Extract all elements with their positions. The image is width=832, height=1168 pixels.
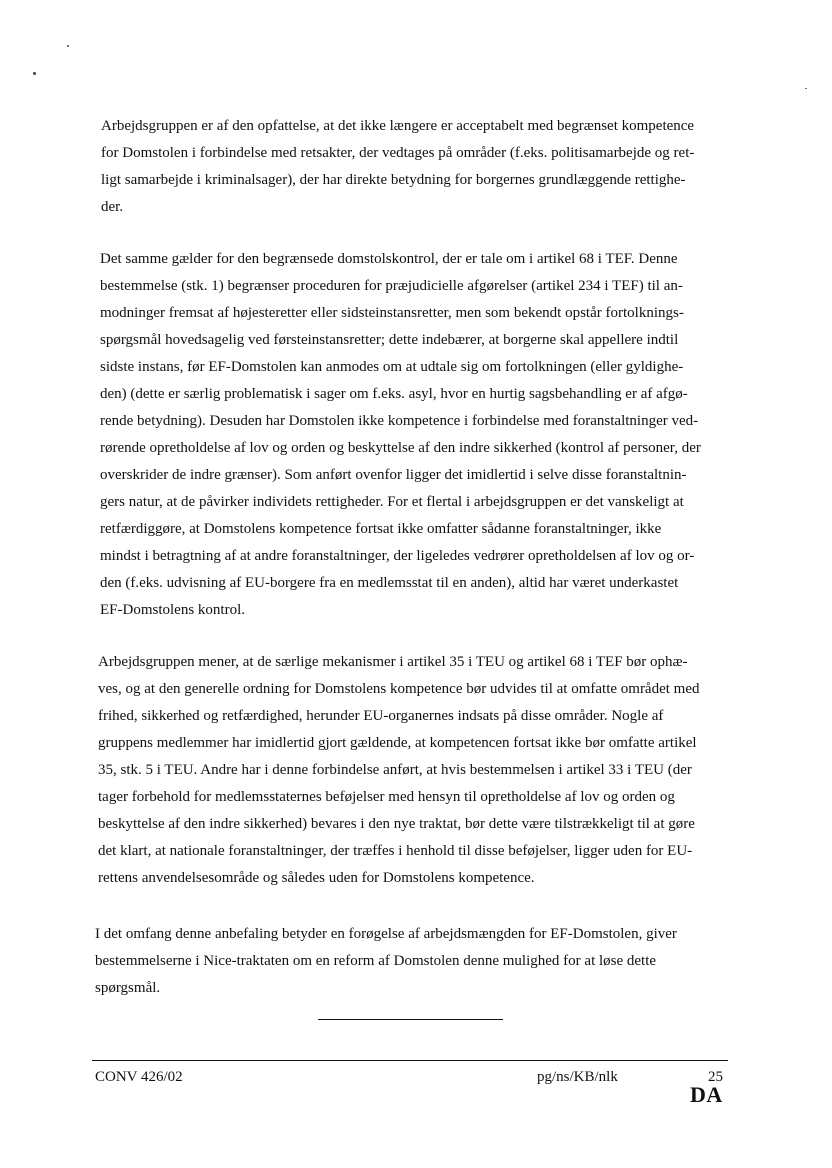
language-code: DA: [690, 1082, 723, 1107]
text-line: retfærdiggøre, at Domstolens kompetence fortsat ikke omfatter sådanne foranstaltninger, ikke: [100, 521, 662, 537]
paragraph-2: [100, 246, 701, 624]
scan-speck: [33, 72, 36, 75]
text-line: der.: [101, 199, 124, 215]
footer-divider: [92, 1060, 728, 1061]
text-line: det klart, at nationale foranstaltninger, der træffes i henhold til disse beføjelser, ligger uden for EU-: [98, 843, 693, 859]
text-line: for Domstolen i forbindelse med retsakter, der vedtages på områder (f.eks. politisamarbejde og ret-: [101, 145, 695, 161]
scan-speck: [805, 88, 807, 89]
text-line: spørgsmål hovedsagelig ved førsteinstansretter; dette indebærer, at borgerne skal appellere indtil: [100, 332, 679, 348]
text-line: Arbejdsgruppen er af den opfattelse, at det ikke længere er acceptabelt med begrænset kompetence: [101, 118, 695, 134]
text-line: mindst i betragtning af at andre foranstaltninger, der ligeledes vedrører opretholdelsen af lov og or-: [100, 548, 695, 564]
text-line: den) (dette er særlig problematisk i sager om f.eks. asyl, hvor en hurtig sagsbehandling er af afgø-: [100, 386, 688, 402]
text-line: beskyttelse af den indre sikkerhed) bevares i den nye traktat, bør dette være tilstrækkeligt til at gøre: [98, 816, 695, 832]
text-line: gruppens medlemmer har imidlertid gjort gældende, at kompetencen fortsat ikke bør omfatte artikel: [98, 735, 697, 751]
text-line: Det samme gælder for den begrænsede domstolskontrol, der er tale om i artikel 68 i TEF. Denne: [100, 251, 678, 267]
text-line: ligt samarbejde i kriminalsager), der har direkte betydning for borgernes grundlæggende rettighe-: [101, 172, 686, 188]
text-line: EF-Domstolens kontrol.: [100, 602, 245, 618]
text-line: den (f.eks. udvisning af EU-borgere fra en medlemsstat til en anden), altid har været underkastet: [100, 575, 679, 591]
page-number: 25: [708, 1069, 723, 1085]
text-line: bestemmelse (stk. 1) begrænser proceduren for præjudicielle afgørelser (artikel 234 i TEF) til an-: [100, 278, 683, 294]
text-line: I det omfang denne anbefaling betyder en forøgelse af arbejdsmængden for EF-Domstolen, giver: [95, 926, 677, 942]
paragraph-4: [95, 921, 677, 1002]
paragraph-1: [101, 113, 694, 221]
text-line: gers natur, at de påvirker individets rettigheder. For et flertal i arbejdsgruppen er det vanskeligt at: [100, 494, 684, 510]
text-line: bestemmelserne i Nice-traktaten om en reform af Domstolen denne mulighed for at løse dette: [95, 953, 657, 969]
document-reference: CONV 426/02: [95, 1069, 183, 1085]
text-line: sidste instans, før EF-Domstolen kan anmodes om at udtale sig om fortolkningen (eller gyldighe-: [100, 359, 684, 375]
text-line: 35, stk. 5 i TEU. Andre har i denne forbindelse anført, at hvis bestemmelsen i artikel 33 i TEU (der: [98, 762, 692, 778]
scan-speck: [67, 45, 69, 47]
text-line: spørgsmål.: [95, 980, 161, 996]
text-line: rørende opretholdelse af lov og orden og beskyttelse af den indre sikkerhed (kontrol af personer, der: [100, 440, 701, 456]
text-line: Arbejdsgruppen mener, at de særlige mekanismer i artikel 35 i TEU og artikel 68 i TEF bør ophæ-: [98, 654, 688, 670]
text-line: overskrider de indre grænser). Som anført ovenfor ligger det imidlertid i selve disse foranstaltnin-: [100, 467, 687, 483]
paragraph-3: [98, 649, 700, 892]
end-of-text-rule: [318, 1019, 503, 1020]
text-line: ves, og at den generelle ordning for Domstolens kompetence bør udvides til at omfatte området med: [98, 681, 700, 697]
author-initials: pg/ns/KB/nlk: [537, 1069, 618, 1085]
text-line: modninger fremsat af højesteretter eller sidsteinstansretter, men som bekendt opstår fortolknings-: [100, 305, 684, 321]
text-line: rettens anvendelsesområde og således uden for Domstolens kompetence.: [98, 870, 535, 886]
text-line: frihed, sikkerhed og retfærdighed, herunder EU-organernes indsats på disse områder. Nogle af: [98, 708, 664, 724]
text-line: tager forbehold for medlemsstaternes beføjelser med hensyn til opretholdelse af lov og orden og: [98, 789, 675, 805]
text-line: rende betydning). Desuden har Domstolen ikke kompetence i forbindelse med foranstaltninger ved-: [100, 413, 699, 429]
